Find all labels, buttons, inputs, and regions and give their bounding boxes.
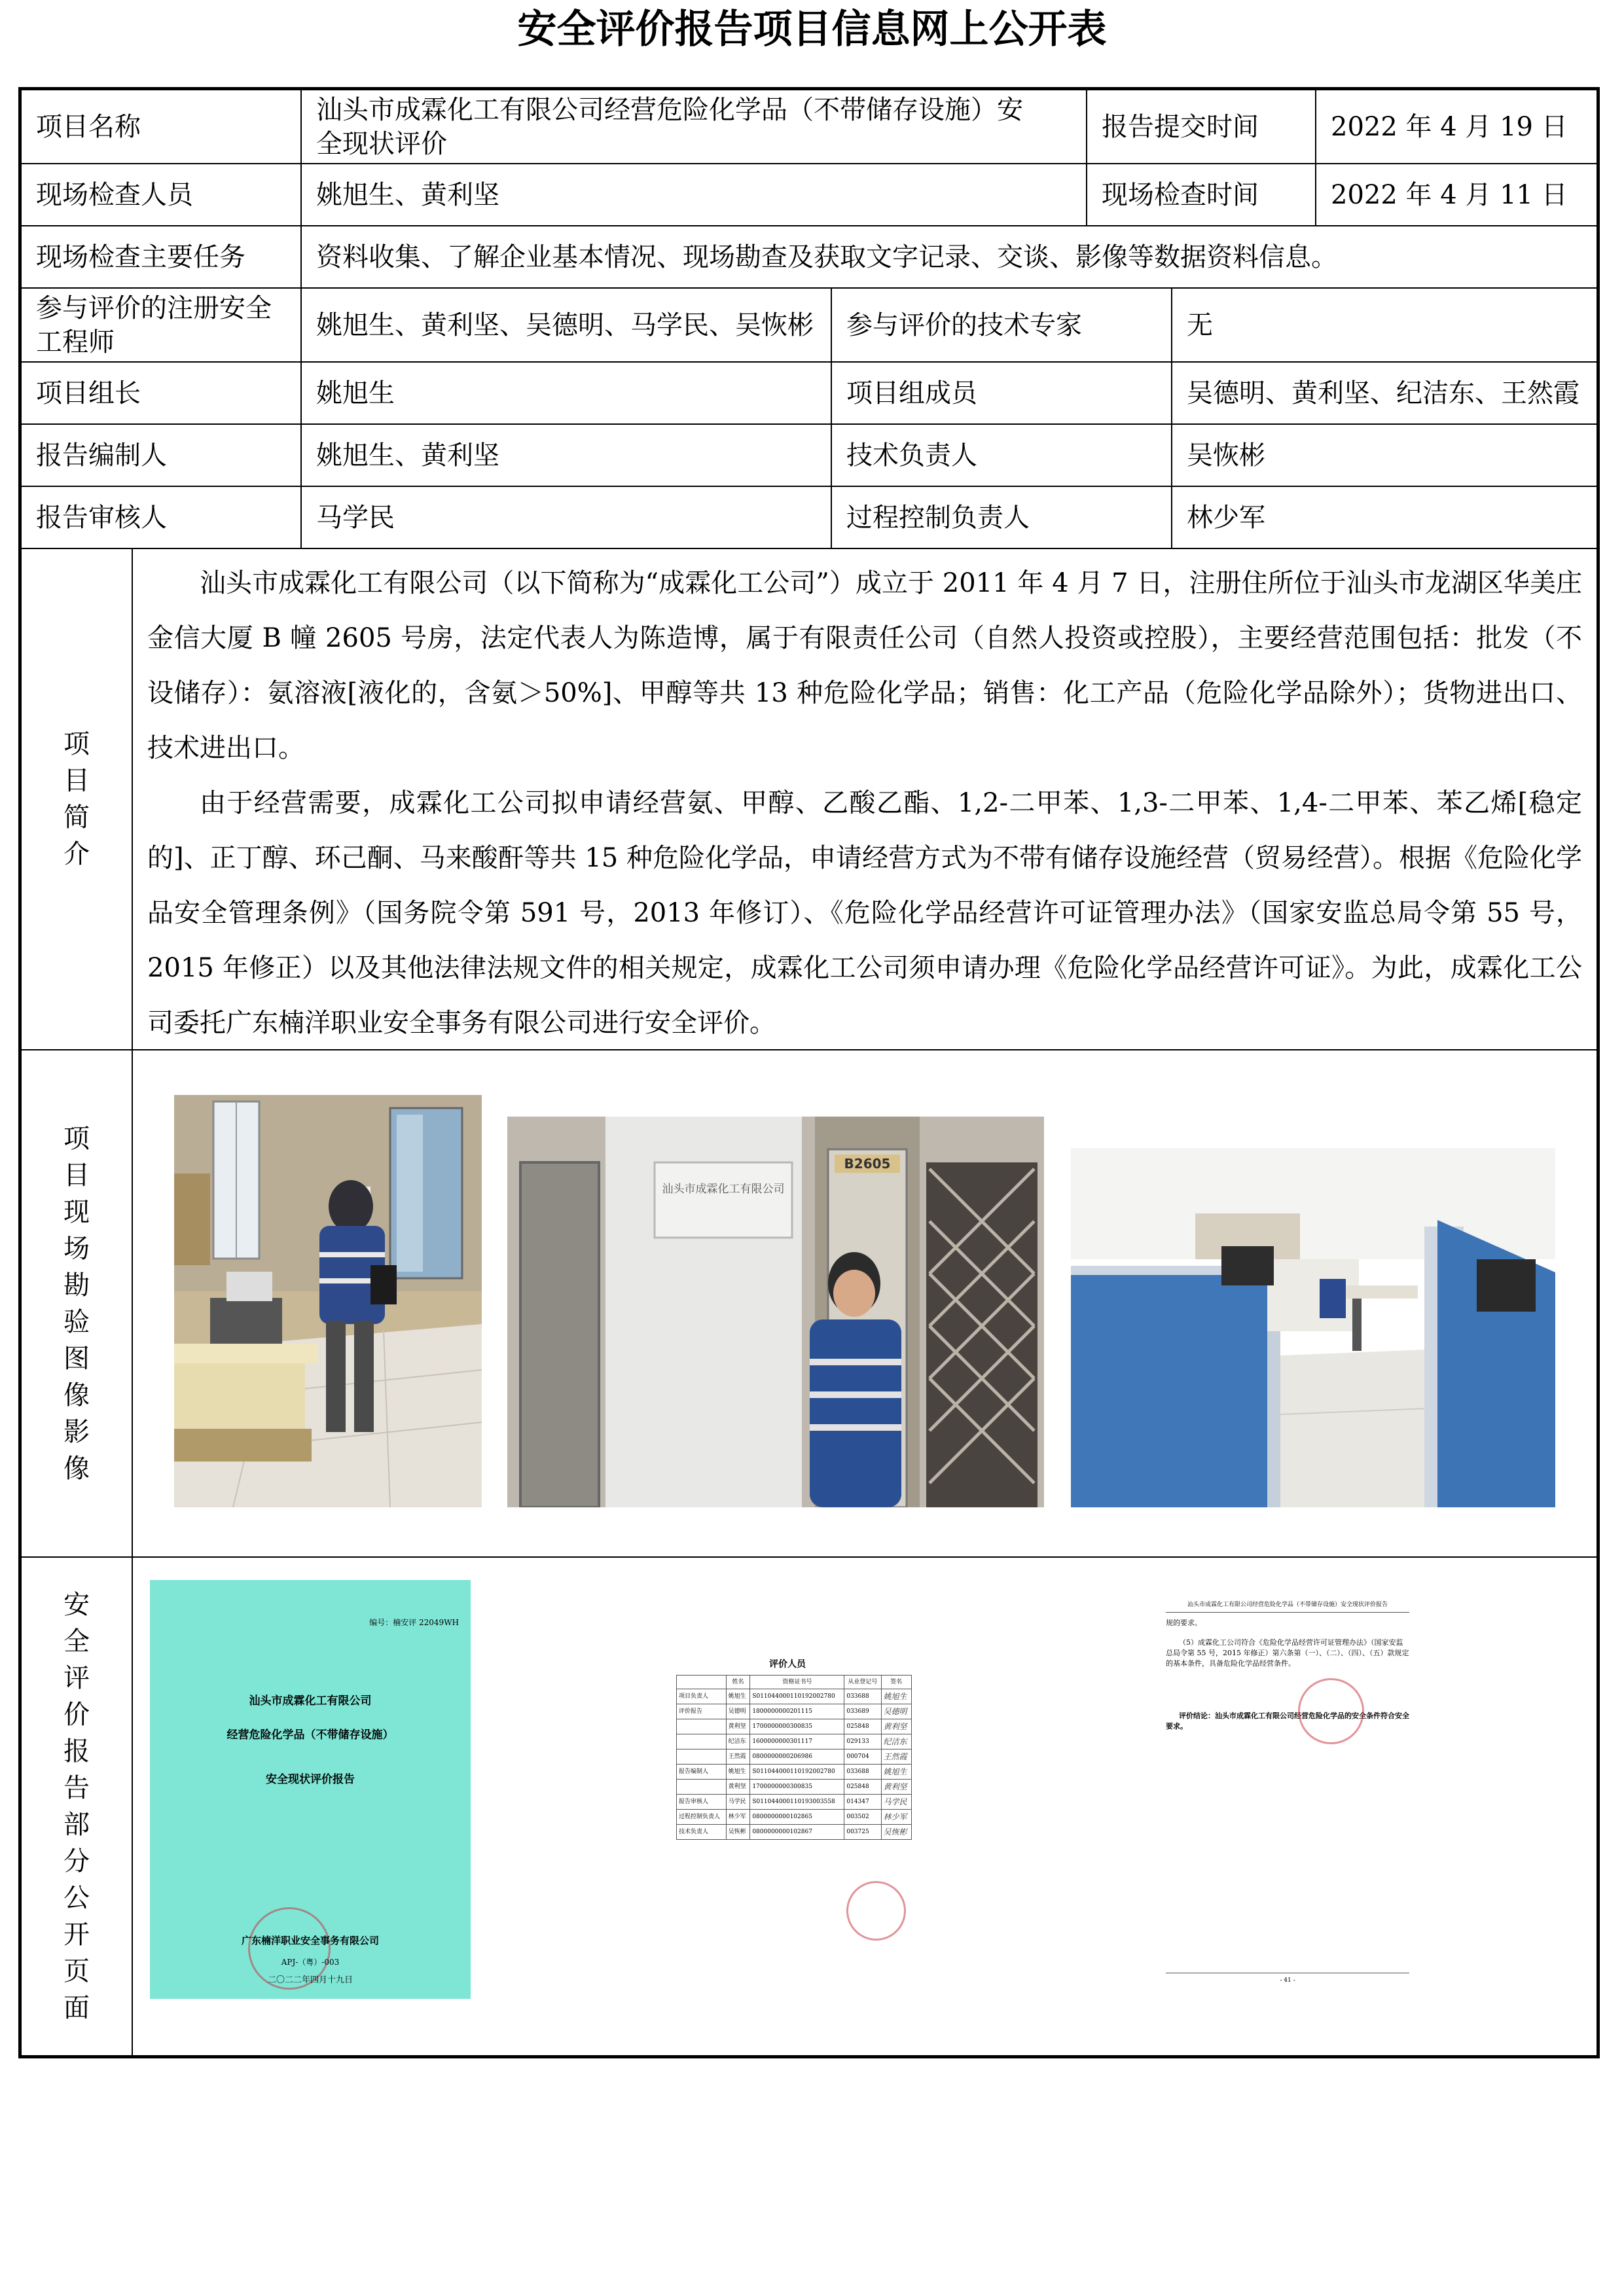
label-tech-lead: 技术负责人	[831, 425, 1171, 486]
signature-stamp	[846, 1881, 906, 1941]
signature-table-row	[677, 1780, 912, 1795]
cover-serial: 编号：楠安评 22049WH	[369, 1618, 459, 1627]
signature-table-header: 姓名	[726, 1676, 750, 1689]
signature-table-cell: 马学民	[726, 1795, 750, 1810]
label-leader: 项目组长	[36, 378, 141, 408]
signature-table-cell: 0800000000102867	[750, 1825, 844, 1840]
conclusion-stamp	[1298, 1678, 1364, 1744]
signature-table-cell: 报告审核人	[677, 1795, 727, 1810]
photo-office-sofa	[174, 1095, 482, 1507]
signature-table-cell: 0800000000206986	[750, 1749, 844, 1765]
signature-table-cell: 技术负责人	[677, 1825, 727, 1840]
label-photos: 项目现场勘验图像影像	[63, 1123, 90, 1484]
signature-table-row	[677, 1795, 912, 1810]
signature-table-cell: 033688	[844, 1765, 881, 1780]
conclusion-line-2: （5）成霖化工公司符合《危险化学品经营许可证管理办法》（国家安监总局令第 55 号，2015 年修正）第六条第（一）、（二）、（四）、（五）款规定的基本条件，具备危险化学品经营条件。	[1166, 1638, 1409, 1668]
signature-cell: 姚旭生	[881, 1765, 911, 1780]
label-members: 项目组成员	[831, 363, 1171, 423]
value-engineers: 姚旭生、黄利坚、吴德明、马学民、吴恢彬	[300, 289, 831, 361]
value-tech-lead: 吴恢彬	[1171, 425, 1597, 486]
signature-table-cell	[677, 1780, 727, 1795]
signature-cell: 林少军	[881, 1810, 911, 1825]
signature-table-cell: 025848	[844, 1719, 881, 1734]
row-report-pages	[22, 1558, 1597, 2055]
row-intro	[22, 549, 1597, 1050]
company-sign: 汕头市成霖化工有限公司	[662, 1183, 785, 1196]
row-main-task	[22, 226, 1597, 289]
signature-table-row	[677, 1749, 912, 1765]
signature-table	[676, 1675, 912, 1840]
signature-table-cell	[677, 1719, 727, 1734]
signature-table-cell: 吴恢彬	[726, 1825, 750, 1840]
signature-cell: 黄利坚	[881, 1780, 911, 1795]
door-plate: B2605	[835, 1155, 900, 1173]
label-submit-time: 报告提交时间	[1086, 90, 1315, 163]
signature-table-row	[677, 1704, 912, 1719]
cover-code: APJ-（粤）-003	[281, 1958, 340, 1967]
signature-table-cell: 025848	[844, 1780, 881, 1795]
value-main-task: 资料收集、了解企业基本情况、现场勘查及获取文字记录、交谈、影像等数据资料信息。	[300, 226, 1597, 287]
signature-cell: 纪洁东	[881, 1734, 911, 1749]
row-engineers	[22, 289, 1597, 363]
signature-table-header	[677, 1676, 727, 1689]
intro-paragraph-2: 由于经营需要，成霖化工公司拟申请经营氨、甲醇、乙酸乙酯、1,2-二甲苯、1,3-二甲苯、1,4-二甲苯、苯乙烯[稳定的]、正丁醇、环己酮、马来酸酐等共 15 种危险化学品，申请经营方式为不带有储存设施经营（贸易经营）。根据《危险化学品安全管理条例》（国务院令第 591 号，2013 年修订）、《危险化学品经营许可证管理办法》（国家安监总局令第 55 号，2015 年修正）以及其他法律法规文件的相关规定，成霖化工公司须申请办理《危险化学品经营许可证》。为此，成霖化工公司委托广东楠洋职业安全事务有限公司进行安全评价。	[147, 788, 1582, 1038]
row-inspectors	[22, 164, 1597, 226]
signature-table-cell: 1600000000301117	[750, 1734, 844, 1749]
row-leader	[22, 363, 1597, 425]
label-writer: 报告编制人	[36, 440, 167, 471]
signature-heading: 评价人员	[769, 1659, 806, 1670]
signature-table-header: 签名	[881, 1676, 911, 1689]
signature-table-header: 从业登记号	[844, 1676, 881, 1689]
signature-cell: 王然霞	[881, 1749, 911, 1765]
label-engineers: 参与评价的注册安全工程师	[36, 293, 272, 357]
conclusion-line-1: 规的要求。	[1166, 1619, 1202, 1627]
signature-table-row	[677, 1719, 912, 1734]
signature-table-cell: 项目负责人	[677, 1689, 727, 1704]
signature-table-cell: 0800000000102865	[750, 1810, 844, 1825]
label-report-pages: 安全评价报告部分公开页面	[63, 1590, 90, 2023]
signature-table-cell: 过程控制负责人	[677, 1810, 727, 1825]
signature-cell: 黄利坚	[881, 1719, 911, 1734]
signature-cell: 马学民	[881, 1795, 911, 1810]
signature-table-cell: 003502	[844, 1810, 881, 1825]
intro-text	[133, 549, 1597, 1049]
info-table	[18, 87, 1600, 2058]
signature-table-cell	[677, 1734, 727, 1749]
signature-cell: 吴恢彬	[881, 1825, 911, 1840]
signature-table-cell: 003725	[844, 1825, 881, 1840]
signature-table-cell	[677, 1749, 727, 1765]
signature-cell: 吴德明	[881, 1704, 911, 1719]
cover-company: 汕头市成霖化工有限公司	[249, 1695, 372, 1708]
value-members: 吴德明、黄利坚、纪洁东、王然霞	[1171, 363, 1597, 423]
signature-table-row	[677, 1810, 912, 1825]
row-reviewer	[22, 487, 1597, 549]
signature-table-header: 资格证书号	[750, 1676, 844, 1689]
signature-table-cell: 黄利坚	[726, 1719, 750, 1734]
signature-table-row	[677, 1765, 912, 1780]
row-photos	[22, 1050, 1597, 1558]
signature-table-cell: 吴德明	[726, 1704, 750, 1719]
signature-table-cell: 报告编制人	[677, 1765, 727, 1780]
signature-table-cell: 033688	[844, 1689, 881, 1704]
signature-table-cell: 黄利坚	[726, 1780, 750, 1795]
signature-table-row	[677, 1734, 912, 1749]
report-conclusion-page	[1134, 1580, 1422, 1999]
cover-issuer: 广东楠洋职业安全事务有限公司	[241, 1935, 379, 1946]
value-inspect-time: 2022 年 4 月 11 日	[1315, 164, 1597, 225]
signature-table-cell: 014347	[844, 1795, 881, 1810]
signature-table-cell: 000704	[844, 1749, 881, 1765]
value-experts: 无	[1171, 289, 1597, 361]
value-writer: 姚旭生、黄利坚	[300, 425, 831, 486]
label-reviewer: 报告审核人	[36, 502, 167, 533]
value-reviewer: 马学民	[300, 487, 831, 548]
cover-date: 二〇二二年四月十九日	[267, 1975, 353, 1985]
value-project-name: 汕头市成霖化工有限公司经营危险化学品（不带储存设施）安全现状评价	[300, 90, 1086, 163]
page-title: 安全评价报告项目信息网上公开表	[517, 7, 1107, 52]
report-signature-page	[650, 1580, 925, 1999]
photo-door-b2605	[507, 1117, 1044, 1507]
label-project-name: 项目名称	[36, 111, 141, 142]
label-main-task: 现场检查主要任务	[36, 242, 245, 272]
label-process-lead: 过程控制负责人	[831, 487, 1171, 548]
signature-table-cell: 033689	[844, 1704, 881, 1719]
row-writer	[22, 425, 1597, 487]
cover-report-title: 安全现状评价报告	[266, 1773, 355, 1786]
signature-table-cell: 姚旭生	[726, 1689, 750, 1704]
value-leader: 姚旭生	[300, 363, 831, 423]
signature-table-cell: 纪洁东	[726, 1734, 750, 1749]
report-cover-page	[150, 1580, 471, 1999]
conclusion-page-number: - 41 -	[1166, 1973, 1409, 1986]
value-process-lead: 林少军	[1171, 487, 1597, 548]
signature-table-cell: 评价报告	[677, 1704, 727, 1719]
signature-table-cell: 林少军	[726, 1810, 750, 1825]
signature-table-cell: S011044000110192002780	[750, 1765, 844, 1780]
signature-table-row	[677, 1689, 912, 1704]
conclusion-line-3: 评价结论：汕头市成霖化工有限公司经营危险化学品的安全条件符合安全要求。	[1166, 1712, 1409, 1731]
label-inspect-time: 现场检查时间	[1086, 164, 1315, 225]
label-inspectors: 现场检查人员	[36, 179, 193, 210]
signature-table-cell: 029133	[844, 1734, 881, 1749]
conclusion-header: 汕头市成霖化工有限公司经营危险化学品（不带储存设施）安全现状评价报告	[1166, 1600, 1409, 1613]
label-intro: 项目简介	[63, 729, 90, 869]
value-inspectors: 姚旭生、黄利坚	[300, 164, 1086, 225]
signature-table-cell: S011044000110193003558	[750, 1795, 844, 1810]
signature-table-cell: S011044000110192002780	[750, 1689, 844, 1704]
signature-table-cell: 王然霞	[726, 1749, 750, 1765]
value-submit-time: 2022 年 4 月 19 日	[1315, 90, 1597, 163]
intro-paragraph-1: 汕头市成霖化工有限公司（以下简称为“成霖化工公司”）成立于 2011 年 4 月 7 日，注册住所位于汕头市龙湖区华美庄金信大厦 B 幢 2605 号房，法定代表人为陈造博，属于有限责任公司（自然人投资或控股），主要经营范围包括：批发（不设储存）：氨溶液[液化的，含氨＞50%]、甲醇等共 13 种危险化学品；销售：化工产品（危险化学品除外）；货物进出口、技术进出口。	[147, 568, 1582, 763]
signature-cell: 姚旭生	[881, 1689, 911, 1704]
cover-subject: 经营危险化学品（不带储存设施）	[226, 1729, 394, 1742]
label-experts: 参与评价的技术专家	[831, 289, 1171, 361]
signature-table-cell: 姚旭生	[726, 1765, 750, 1780]
photo-office-cubicles	[1071, 1148, 1555, 1507]
signature-table-cell: 1700000000300835	[750, 1719, 844, 1734]
signature-table-row	[677, 1825, 912, 1840]
signature-table-cell: 1700000000300835	[750, 1780, 844, 1795]
signature-table-cell: 1800000000201115	[750, 1704, 844, 1719]
row-project-name	[22, 90, 1597, 164]
